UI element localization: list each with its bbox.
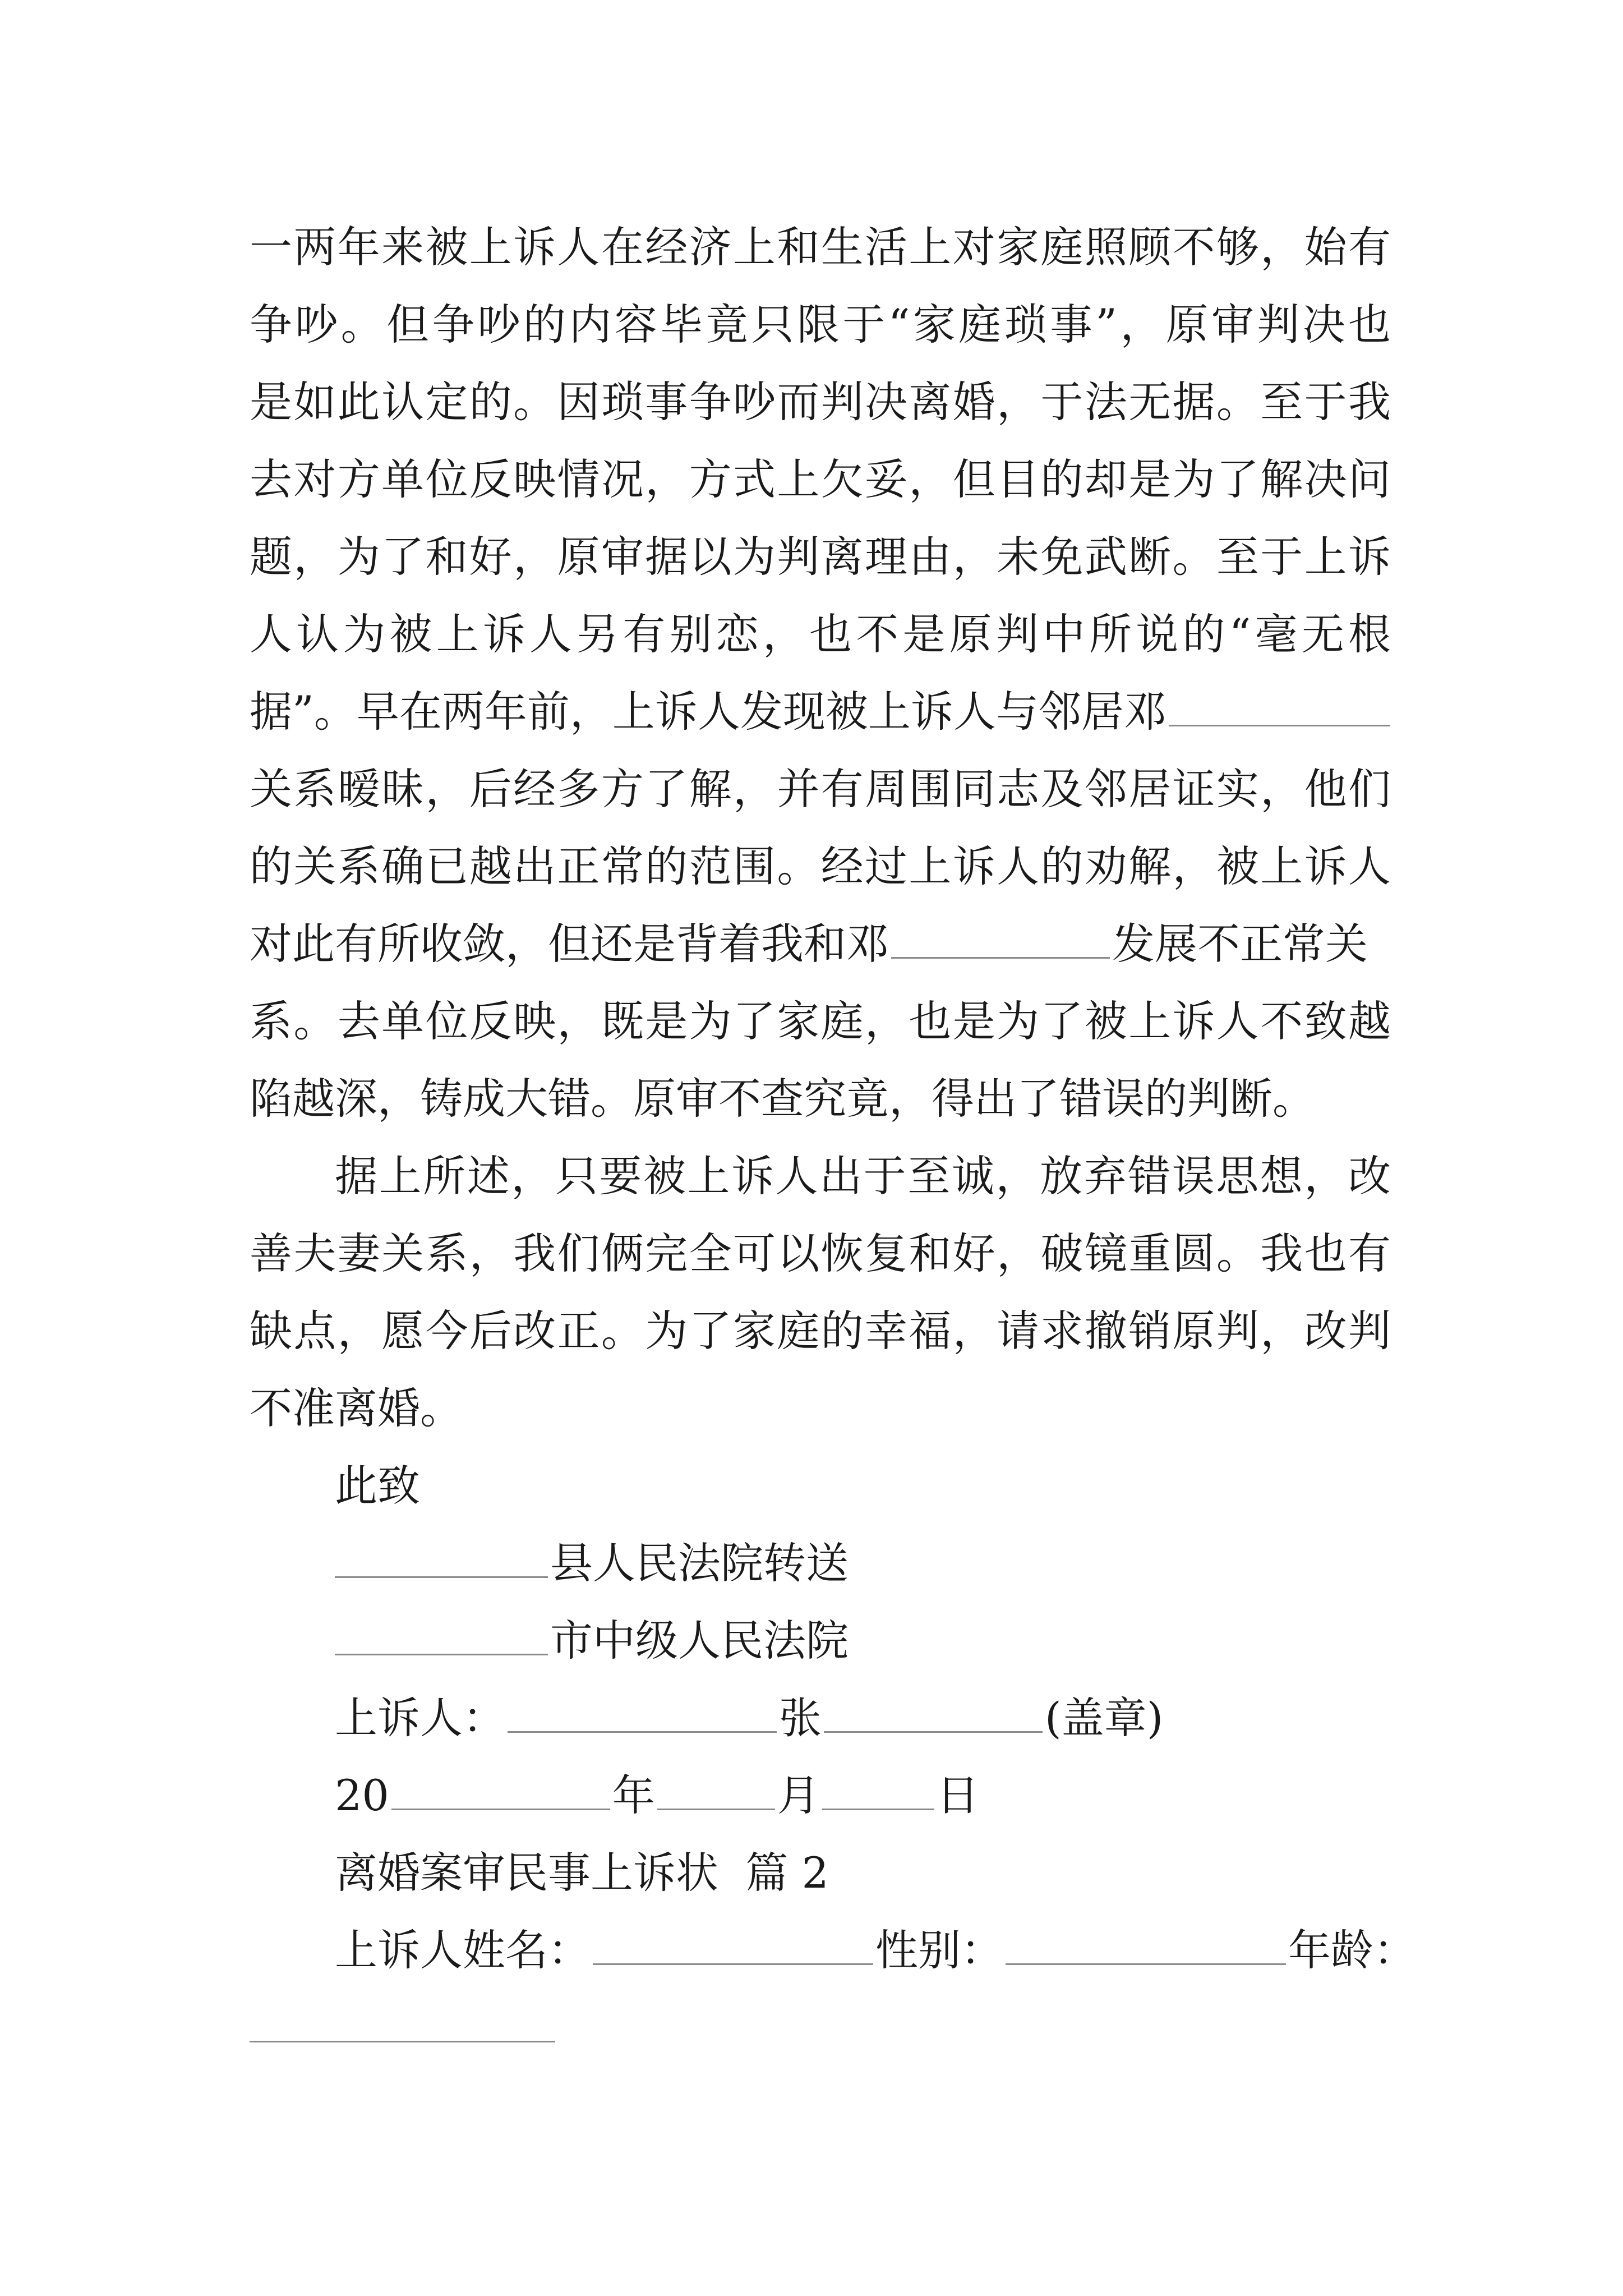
paragraph-2: [250, 1138, 1391, 1447]
salutation: 此致: [335, 1461, 420, 1511]
age-label: 年龄：: [1288, 1925, 1416, 1975]
text-line: 题，为了和好，原审据以为判离理由，未免武断。至于上诉: [250, 532, 1391, 582]
name-label: 上诉人姓名：: [335, 1925, 591, 1975]
month-label: 月: [777, 1770, 820, 1820]
fill-blank: [250, 2005, 555, 2042]
date-prefix: 20: [335, 1770, 389, 1820]
appellant-signature: [250, 1680, 1391, 1757]
text-line: 善夫妻关系，我们俩完全可以恢复和好，破镜重圆。我也有: [250, 1228, 1391, 1278]
text-line: 是如此认定的。因琐事争吵而判决离婚，于法无据。至于我: [250, 377, 1391, 427]
text-line: 据上所述，只要被上诉人出于至诚，放弃错误思想，改: [335, 1151, 1391, 1201]
section-title: 离婚案审民事上诉状 篇 2: [335, 1848, 829, 1898]
city-court-label: 市中级人民法院: [550, 1616, 849, 1665]
text-line: 的关系确已越出正常的范围。经过上诉人的劝解，被上诉人: [250, 841, 1391, 891]
text-line: 去对方单位反映情况，方式上欠妥，但目的却是为了解决问: [250, 454, 1391, 504]
fill-blank: [657, 1773, 775, 1810]
appellant-info-line: [250, 1912, 1416, 1989]
seal-label: (盖章): [1045, 1693, 1164, 1743]
date-line: [250, 1757, 1391, 1834]
text-line: 缺点，愿今后改正。为了家庭的幸福，请求撤销原判，改判: [250, 1306, 1391, 1356]
appellant-label: 上诉人：: [335, 1693, 505, 1743]
recipient-city-court: [250, 1602, 1391, 1680]
text-line: 争吵。但争吵的内容毕竟只限于“家庭琐事”，原审判决也: [250, 300, 1391, 349]
fill-blank: [335, 1540, 548, 1578]
fill-blank: [1006, 1927, 1286, 1965]
appellant-surname: 张: [779, 1693, 822, 1743]
county-court-label: 县人民法院转送: [550, 1538, 849, 1588]
recipient-county-court: [250, 1525, 1391, 1602]
text-line: 人认为被上诉人另有别恋，也不是原判中所说的“毫无根: [250, 609, 1391, 659]
gender-label: 性别：: [875, 1925, 1003, 1975]
fill-blank: [822, 1773, 934, 1810]
text-line: 一两年来被上诉人在经济上和生活上对家庭照顾不够，始有: [250, 222, 1391, 272]
paragraph-1: [250, 209, 1391, 1138]
section-2: [250, 1834, 1416, 2067]
fill-blank: [824, 1695, 1043, 1733]
fill-blank: [391, 1773, 610, 1810]
year-label: 年: [612, 1770, 655, 1820]
fill-blank: [1169, 689, 1390, 726]
day-label: 日: [936, 1770, 979, 1820]
closing-block: [250, 1447, 1391, 1834]
fill-blank: [508, 1695, 777, 1733]
text-line: 系。去单位反映，既是为了家庭，也是为了被上诉人不致越: [250, 996, 1391, 1046]
text-fragment: 发展不正常关: [1112, 919, 1368, 969]
text-line: 陷越深，铸成大错。原审不查究竟，得出了错误的判断。: [250, 1074, 1315, 1124]
fill-blank: [891, 921, 1110, 959]
text-line: 关系暧昧，后经多方了解，并有周围同志及邻居证实，他们: [250, 764, 1391, 814]
text-fragment: 据”。早在两年前，上诉人发现被上诉人与邻居邓: [250, 687, 1166, 737]
text-line: [250, 905, 1391, 983]
text-line: 不准离婚。: [250, 1383, 463, 1433]
text-line: [250, 673, 1391, 751]
age-blank-line: [250, 1989, 1391, 2067]
document-body: [250, 209, 1416, 2067]
text-fragment: 对此有所收敛，但还是背着我和邓: [250, 919, 889, 969]
fill-blank: [335, 1618, 548, 1655]
fill-blank: [593, 1927, 873, 1965]
